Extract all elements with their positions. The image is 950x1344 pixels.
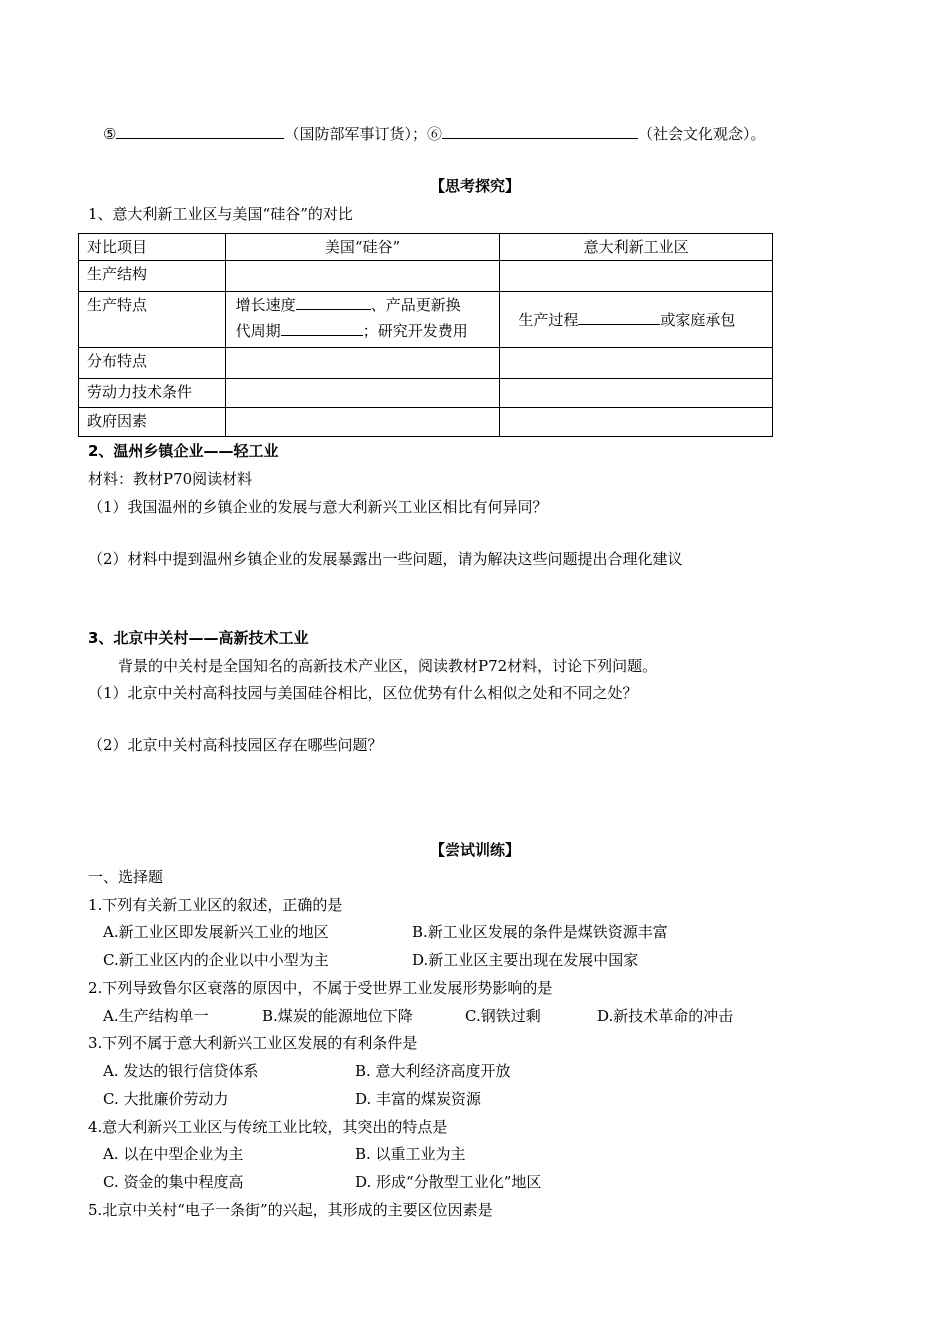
question-stem: 1.下列有关新工业区的叙述，正确的是 — [88, 896, 343, 914]
part3-question-1: （1）北京中关村高科技园与美国硅谷相比，区位优势有什么相似之处和不同之处？ — [88, 684, 638, 702]
option-b[interactable]: B.煤炭的能源地位下降 — [262, 1007, 413, 1025]
table-row — [79, 379, 773, 408]
header-item: 对比项目 — [79, 234, 226, 261]
table-row — [79, 292, 773, 348]
part3-intro: 背景的中关村是全国知名的高新技术产业区，阅读教材P72材料，讨论下列问题。 — [118, 657, 658, 675]
part2-question-1: （1）我国温州的乡镇企业的发展与意大利新兴工业区相比有何异同？ — [88, 498, 548, 516]
blank-cycle[interactable] — [281, 320, 363, 336]
blank-6[interactable] — [442, 123, 638, 139]
section-title-explore: 【思考探究】 — [429, 177, 520, 195]
blank-process[interactable] — [578, 309, 660, 325]
option-c[interactable]: C.新工业区内的企业以中小型为主 — [103, 951, 329, 969]
option-b[interactable]: B. 意大利经济高度开放 — [355, 1062, 511, 1080]
part2-heading: 2、温州乡镇企业——轻工业 — [88, 442, 279, 460]
option-c[interactable]: C. 大批廉价劳动力 — [103, 1090, 229, 1108]
header-usa: 美国“硅谷” — [225, 234, 500, 261]
row-label: 劳动力技术条件 — [79, 379, 226, 408]
cell-italy[interactable] — [500, 379, 773, 408]
feature-text: 生产过程 — [518, 310, 579, 329]
part3-question-2: （2）北京中关村高科技园区存在哪些问题？ — [88, 736, 383, 754]
blank-growth[interactable] — [296, 294, 371, 310]
cell-usa-feature — [225, 292, 500, 348]
feature-text: 、产品更新换 — [370, 296, 461, 314]
option-a[interactable]: A. 发达的银行信贷体系 — [103, 1062, 259, 1080]
cell-italy[interactable] — [500, 261, 773, 292]
question-stem: 3.下列不属于意大利新兴工业区发展的有利条件是 — [88, 1034, 418, 1052]
option-d[interactable]: D. 形成“分散型工业化”地区 — [355, 1173, 542, 1191]
table-row — [79, 261, 773, 292]
section-title-practice: 【尝试训练】 — [429, 841, 520, 859]
cell-italy[interactable] — [500, 348, 773, 379]
option-b[interactable]: B. 以重工业为主 — [355, 1145, 466, 1163]
item-5-marker: ⑤ — [103, 125, 117, 143]
feature-text: 代周期 — [235, 322, 281, 340]
item-6-hint: （社会文化观念）。 — [637, 125, 766, 143]
blank-5[interactable] — [116, 123, 284, 139]
cell-italy-feature — [500, 292, 773, 348]
comparison-table — [78, 233, 773, 437]
table-header-row — [79, 234, 773, 261]
option-d[interactable]: D.新技术革命的冲击 — [597, 1007, 734, 1025]
cell-usa[interactable] — [225, 379, 500, 408]
part2-material: 材料：教材P70阅读材料 — [88, 470, 253, 488]
fill-in-line — [103, 123, 766, 144]
option-a[interactable]: A. 以在中型企业为主 — [103, 1145, 244, 1163]
option-c[interactable]: C.钢铁过剩 — [465, 1007, 541, 1025]
item-5-hint: （国防部军事订货）； — [284, 125, 427, 143]
row-label: 分布特点 — [79, 348, 226, 379]
choice-section-heading: 一、选择题 — [88, 868, 164, 886]
cell-usa[interactable] — [225, 261, 500, 292]
part3-heading: 3、北京中关村——高新技术工业 — [88, 629, 309, 647]
row-label: 政府因素 — [79, 408, 226, 437]
feature-text: 或家庭承包 — [660, 310, 736, 329]
question-stem: 5.北京中关村“电子一条街”的兴起，其形成的主要区位因素是 — [88, 1201, 493, 1219]
cell-italy[interactable] — [500, 408, 773, 437]
feature-text: ；研究开发费用 — [362, 322, 468, 340]
option-b[interactable]: B.新工业区发展的条件是煤铁资源丰富 — [412, 923, 668, 941]
cell-usa[interactable] — [225, 408, 500, 437]
part2-question-2: （2）材料中提到温州乡镇企业的发展暴露出一些问题，请为解决这些问题提出合理化建议 — [88, 550, 683, 568]
question-stem: 4.意大利新兴工业区与传统工业比较，其突出的特点是 — [88, 1118, 448, 1136]
cell-usa[interactable] — [225, 348, 500, 379]
question-1-heading: 1、意大利新工业区与美国“硅谷”的对比 — [88, 205, 353, 223]
table-row — [79, 348, 773, 379]
feature-text: 增长速度 — [235, 296, 296, 314]
row-label: 生产特点 — [79, 292, 226, 348]
row-label: 生产结构 — [79, 261, 226, 292]
question-stem: 2.下列导致鲁尔区衰落的原因中，不属于受世界工业发展形势影响的是 — [88, 979, 553, 997]
option-a[interactable]: A.生产结构单一 — [103, 1007, 209, 1025]
option-d[interactable]: D.新工业区主要出现在发展中国家 — [412, 951, 639, 969]
header-italy: 意大利新工业区 — [500, 234, 773, 261]
option-a[interactable]: A.新工业区即发展新兴工业的地区 — [103, 923, 329, 941]
option-d[interactable]: D. 丰富的煤炭资源 — [355, 1090, 482, 1108]
table-row — [79, 408, 773, 437]
item-6-marker: ⑥ — [426, 125, 442, 143]
option-c[interactable]: C. 资金的集中程度高 — [103, 1173, 244, 1191]
